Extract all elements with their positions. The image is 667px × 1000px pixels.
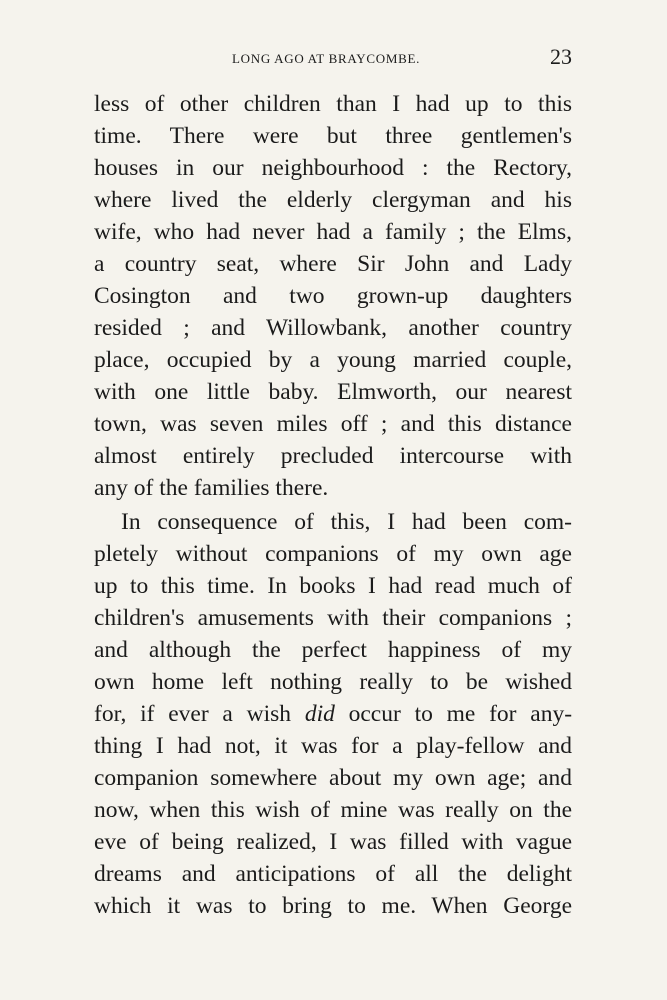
text-line-with-italic <box>94 698 572 730</box>
running-title: LONG AGO AT BRAYCOMBE. <box>232 51 421 66</box>
text-line: which it was to bring to me. When George <box>94 893 572 919</box>
text-segment: for, if ever a wish <box>94 701 292 727</box>
paragraph-first-line: In consequence of this, I had been com- <box>121 509 572 535</box>
text-line: resided ; and Willowbank, another country <box>94 315 572 341</box>
text-line: eve of being realized, I was filled with vague <box>94 829 572 855</box>
running-header <box>94 44 574 74</box>
italic-word: did <box>304 701 335 727</box>
text-line: dreams and anticipations of all the delight <box>94 861 572 887</box>
text-line: wife, who had never had a family ; the Elms, <box>94 219 572 245</box>
text-line: Cosington and two grown-up daughters <box>94 283 572 309</box>
text-line: thing I had not, it was for a play-fellow and <box>94 733 572 759</box>
text-line: where lived the elderly clergyman and his <box>94 187 572 213</box>
text-line: up to this time. In books I had read much of <box>94 573 572 599</box>
text-line: companion somewhere about my own age; and <box>94 765 572 791</box>
text-line: own home left nothing really to be wished <box>94 669 572 695</box>
text-line: town, was seven miles off ; and this distance <box>94 411 572 437</box>
page-number: 23 <box>550 44 572 69</box>
text-line: a country seat, where Sir John and Lady <box>94 251 572 277</box>
text-line: pletely without companions of my own age <box>94 541 572 567</box>
text-line: children's amusements with their companions ; <box>94 605 572 631</box>
text-line: time. There were but three gentlemen's <box>94 123 572 149</box>
text-line: place, occupied by a young married couple, <box>94 347 572 373</box>
text-line: with one little baby. Elmworth, our nearest <box>94 379 572 405</box>
body-text <box>94 88 572 922</box>
text-segment: occur to me for any- <box>348 701 572 727</box>
text-line: now, when this wish of mine was really on the <box>94 797 572 823</box>
text-line: less of other children than I had up to this <box>94 91 572 117</box>
text-line: almost entirely precluded intercourse with <box>94 443 572 469</box>
text-line: any of the families there. <box>94 475 329 501</box>
text-line: and although the perfect happiness of my <box>94 637 572 663</box>
text-line: houses in our neighbourhood : the Rectory, <box>94 155 572 181</box>
